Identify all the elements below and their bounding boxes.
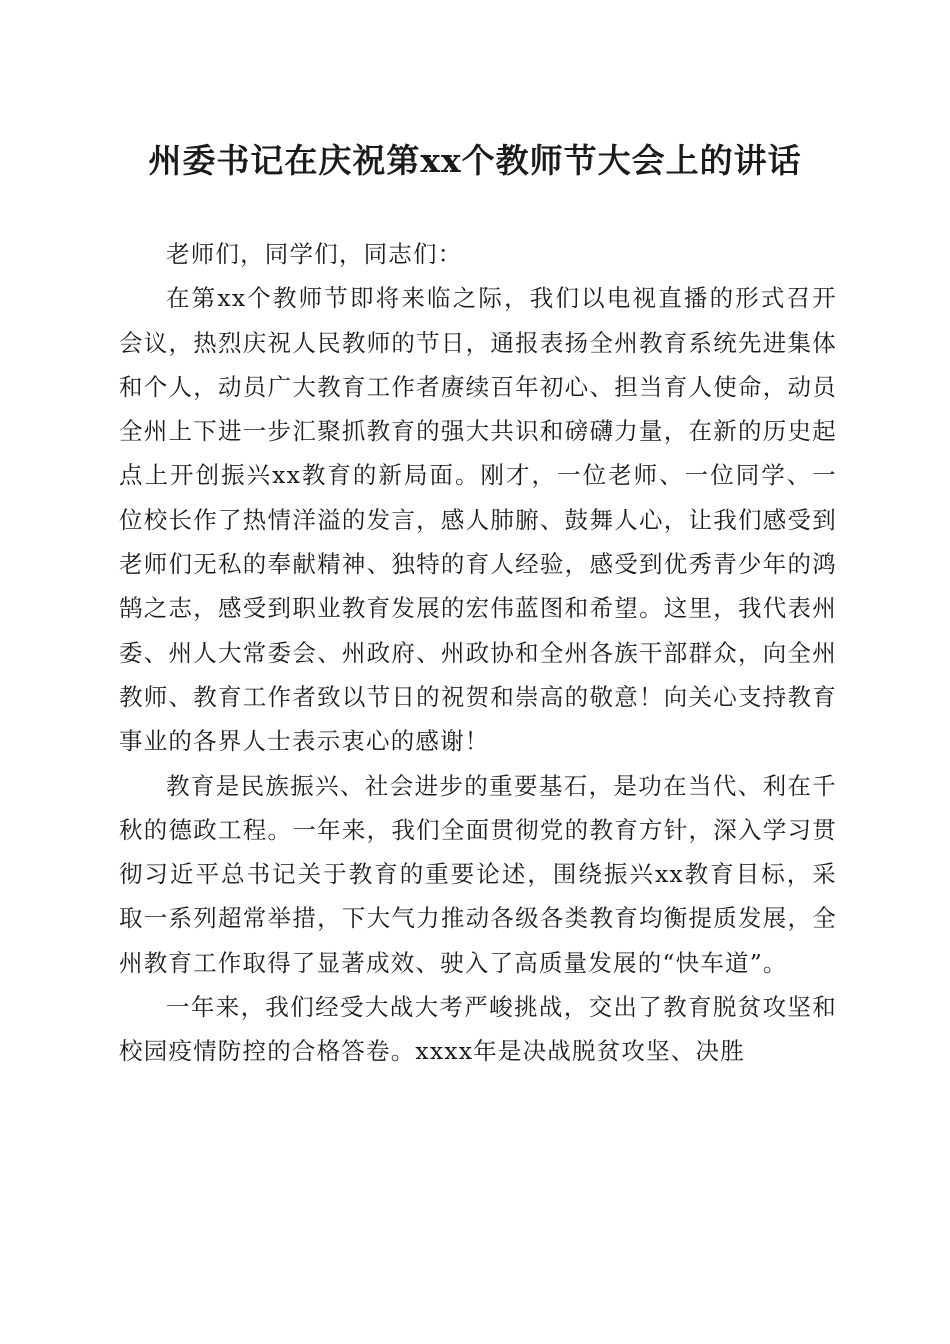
body-paragraph: 教育是民族振兴、社会进步的重要基石，是功在当代、利在千秋的德政工程。一年来，我们全面贯彻党的教育方针，深入学习贯彻习近平总书记关于教育的重要论述，围绕振兴xx教育目标，采取一系列超常举措，下大气力推动各级各类教育均衡提质发展，全州教育工作取得了显著成效、驶入了高质量发展的“快车道”。: [119, 771, 837, 977]
body-paragraph: 在第xx个教师节即将来临之际，我们以电视直播的形式召开会议，热烈庆祝人民教师的节日，通报表扬全州教育系统先进集体和个人，动员广大教育工作者赓续百年初心、担当育人使命，动员全州上下进一步汇聚抓教育的强大共识和磅礴力量，在新的历史起点上开创振兴xx教育的新局面。刚才，一位老师、一位同学、一位校长作了热情洋溢的发言，感人肺腑、鼓舞人心，让我们感受到老师们无私的奉献精神、独特的育人经验，感受到优秀青少年的鸿鹄之志，感受到职业教育发展的宏伟蓝图和希望。这里，我代表州委、州人大常委会、州政府、州政协和全州各族干部群众，向全州教师、教育工作者致以节日的祝贺和崇高的敬意！向关心支持教育事业的各界人士表示衷心的感谢！: [119, 284, 837, 756]
document-title: 州委书记在庆祝第xx个教师节大会上的讲话: [148, 141, 802, 180]
body-paragraph: 一年来，我们经受大战大考严峻挑战，交出了教育脱贫攻坚和校园疫情防控的合格答卷。xxxx年是决战脱贫攻坚、决胜: [119, 993, 837, 1066]
document-body: [119, 232, 837, 1074]
salutation-paragraph: 老师们，同学们，同志们：: [166, 240, 463, 268]
